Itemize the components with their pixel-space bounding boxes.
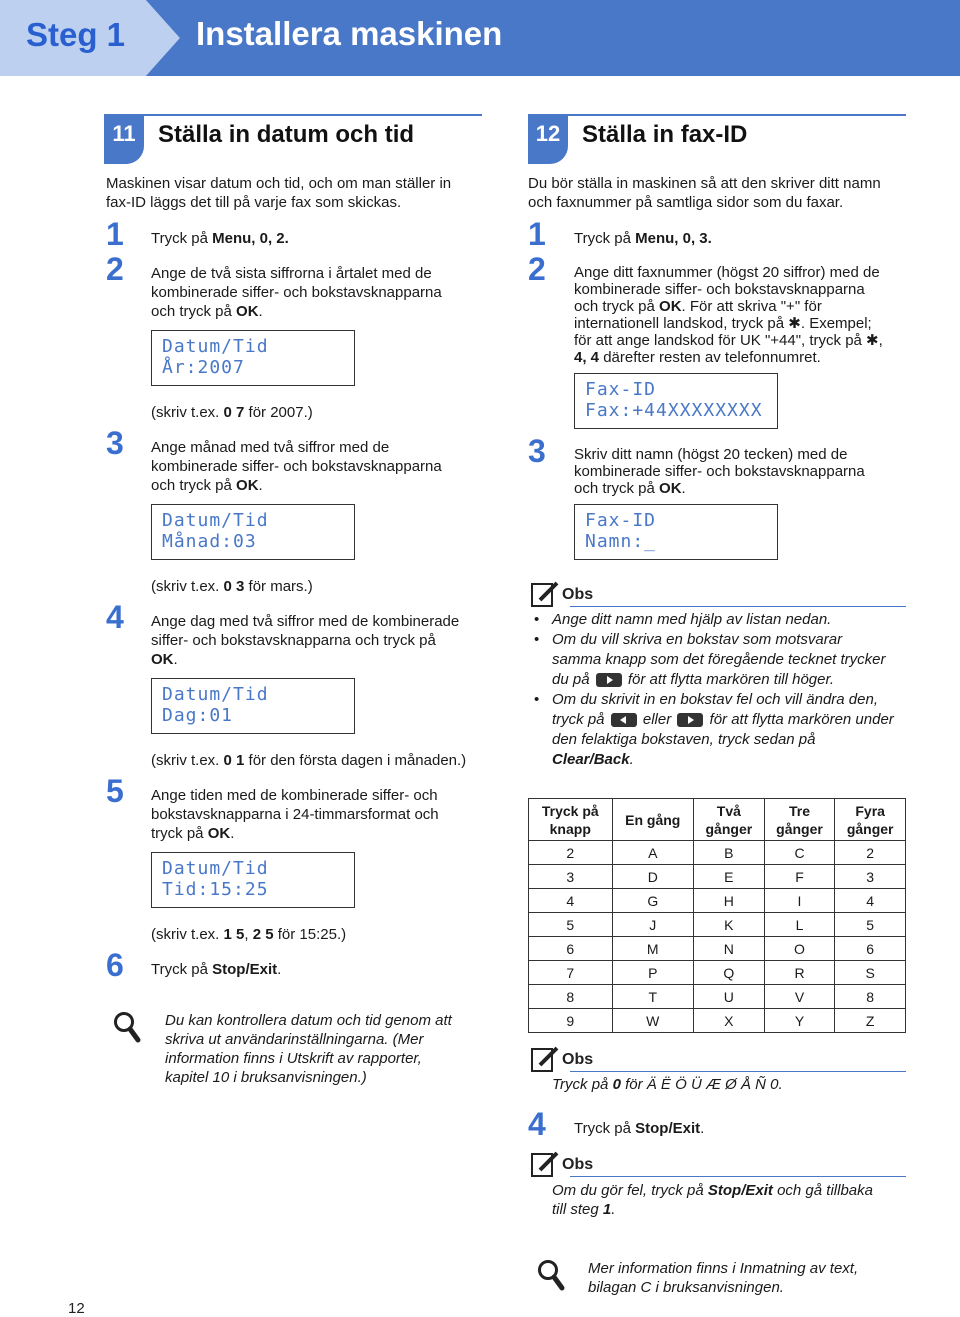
- text: bokstavsknapparna i 24-timmarsformat och: [151, 806, 439, 823]
- key-label: OK: [236, 477, 259, 494]
- text: Tryck på: [574, 1120, 636, 1137]
- table-header-row: [529, 799, 906, 841]
- table-cell: V: [764, 985, 835, 1009]
- step-number: 5: [106, 773, 124, 809]
- text: Tryck på: [151, 961, 213, 978]
- page-number: 12: [68, 1300, 85, 1317]
- table-cell: S: [835, 961, 906, 985]
- step-text: [151, 612, 459, 669]
- text: Ange tiden med de kombinerade siffer- och: [151, 787, 438, 804]
- obs-rule: [570, 1071, 906, 1072]
- lcd-display: [151, 678, 355, 734]
- key-label: 4, 4: [574, 349, 600, 366]
- text: .: [700, 1120, 705, 1137]
- obs-text: [552, 1181, 912, 1219]
- intro-line: Du bör ställa in maskinen så att den skriver ditt namn: [528, 175, 881, 192]
- table-cell: 4: [529, 889, 613, 913]
- text: kombinerade siffer- och bokstavsknapparna: [574, 281, 865, 298]
- lcd-display: [151, 504, 355, 560]
- key-label: Clear/Back: [552, 751, 630, 768]
- text: .: [681, 480, 686, 497]
- text: kombinerade siffer- och bokstavsknapparna: [151, 458, 442, 475]
- text: och tryck på: [151, 303, 237, 320]
- text: Du kan kontrollera datum och tid genom att: [165, 1012, 452, 1029]
- step-text: [574, 264, 883, 366]
- text: och tryck på: [574, 480, 660, 497]
- table-cell: 3: [835, 865, 906, 889]
- lcd-line: Dag:01: [162, 705, 234, 726]
- text: för att flytta markören till höger.: [623, 671, 835, 688]
- lcd-display: [574, 504, 778, 560]
- text: Tryck på: [552, 1076, 613, 1093]
- table-row: [529, 841, 906, 865]
- table-cell: 7: [529, 961, 613, 985]
- lcd-line: Datum/Tid: [162, 510, 269, 531]
- text: • Om du skrivit in en bokstav fel och vill ändra den,: [552, 691, 878, 708]
- lcd-line: Fax-ID: [585, 510, 657, 531]
- section-number: 11: [104, 114, 144, 164]
- section-number: 12: [528, 114, 568, 164]
- table-cell: A: [612, 841, 694, 865]
- table-cell: Q: [694, 961, 765, 985]
- table-cell: 6: [835, 937, 906, 961]
- text: för 15:25.): [273, 926, 347, 943]
- text: .: [258, 303, 263, 320]
- step-label: Steg 1: [26, 16, 126, 53]
- lcd-display: [574, 373, 778, 429]
- section-12-heading: [528, 114, 906, 164]
- text: Ange ditt faxnummer (högst 20 siffror) med de: [574, 264, 880, 281]
- pencil-note-icon: [530, 580, 560, 608]
- table-cell: W: [612, 1009, 694, 1033]
- table-cell: C: [764, 841, 835, 865]
- table-cell: 2: [835, 841, 906, 865]
- key-label: Stop/Exit: [707, 1182, 773, 1199]
- table-cell: 2: [529, 841, 613, 865]
- text: .: [230, 825, 235, 842]
- table-row: [529, 937, 906, 961]
- obs-heading: [530, 1150, 906, 1180]
- text: för Ä Ë Ö Ü Æ Ø Å Ñ 0.: [620, 1076, 783, 1093]
- table-cell: 9: [529, 1009, 613, 1033]
- text: • Om du vill skriva en bokstav som motsvarar: [552, 631, 843, 648]
- key-label: OK: [236, 303, 259, 320]
- key-label: 0 1: [223, 752, 245, 769]
- text: Mer information finns i Inmatning av text,: [588, 1260, 859, 1277]
- list-item: [530, 690, 920, 770]
- lcd-line: Tid:15:25: [162, 879, 269, 900]
- table-cell: 4: [835, 889, 906, 913]
- key-label: OK: [207, 825, 231, 842]
- lcd-display: [151, 330, 355, 386]
- key-label: 0 3: [223, 578, 245, 595]
- text: eller: [638, 711, 676, 728]
- lcd-line: Namn:_: [585, 531, 657, 552]
- step-text: [574, 229, 712, 248]
- table-cell: 5: [529, 913, 613, 937]
- table-cell: B: [694, 841, 765, 865]
- table-cell: X: [694, 1009, 765, 1033]
- column-header: Två gånger: [694, 799, 765, 841]
- table-cell: Z: [835, 1009, 906, 1033]
- text: för 2007.): [244, 404, 313, 421]
- key-label: 0: [612, 1076, 621, 1093]
- obs-text: [552, 1075, 783, 1094]
- section-title: Ställa in fax-ID: [582, 121, 748, 148]
- key-label: Stop/Exit: [212, 961, 278, 978]
- page-title: Installera maskinen: [196, 15, 503, 52]
- step-number: 6: [106, 947, 124, 983]
- intro-line: fax-ID läggs det till på varje fax som skickas.: [106, 194, 402, 211]
- key-label: Stop/Exit: [635, 1120, 701, 1137]
- table-row: [529, 961, 906, 985]
- step-text: [151, 438, 442, 495]
- column-header: Tryck på knapp: [529, 799, 613, 841]
- text: Ange månad med två siffror med de: [151, 439, 390, 456]
- section-rule: [528, 114, 906, 116]
- step-text: [151, 960, 281, 979]
- text: bilagan C i bruksanvisningen.: [588, 1279, 784, 1296]
- text: kapitel 10 i bruksanvisningen.): [165, 1069, 367, 1086]
- text: den felaktiga bokstaven, tryck sedan på: [552, 731, 816, 748]
- table-cell: I: [764, 889, 835, 913]
- key-label: 0 7: [223, 404, 245, 421]
- step-number: 3: [528, 433, 546, 469]
- key-label: 1: [602, 1201, 612, 1218]
- text: för mars.): [244, 578, 313, 595]
- table-cell: 5: [835, 913, 906, 937]
- column-header: Tre gånger: [764, 799, 835, 841]
- text: .: [277, 961, 282, 978]
- table-cell: L: [764, 913, 835, 937]
- text: internationell landskod, tryck på ✱. Exempel;: [574, 315, 872, 332]
- lcd-line: Fax-ID: [585, 379, 657, 400]
- text: skriva ut användarinställningarna. (Mer: [165, 1031, 424, 1048]
- example-note: [151, 925, 346, 944]
- step-number: 1: [528, 216, 546, 252]
- text: och gå tillbaka: [772, 1182, 873, 1199]
- text: ,: [244, 926, 253, 943]
- key-label: OK: [659, 480, 682, 497]
- table-cell: F: [764, 865, 835, 889]
- table-cell: U: [694, 985, 765, 1009]
- text: tryck på: [151, 825, 208, 842]
- text: till steg: [552, 1201, 603, 1218]
- table-cell: 3: [529, 865, 613, 889]
- text: Om du gör fel, tryck på: [552, 1182, 708, 1199]
- table-row: [529, 1009, 906, 1033]
- lcd-line: Datum/Tid: [162, 336, 269, 357]
- obs-bullet-list: [530, 610, 920, 770]
- magnifier-icon: [112, 1010, 142, 1044]
- table-row: [529, 985, 906, 1009]
- text: (skriv t.ex.: [151, 926, 224, 943]
- text: tryck på: [552, 711, 609, 728]
- step-number: 2: [528, 251, 546, 287]
- key-label: Menu, 0, 3.: [635, 230, 712, 247]
- page-header: [0, 0, 960, 76]
- section-rule: [104, 114, 482, 116]
- section-11-heading: [104, 114, 482, 164]
- key-label: OK: [151, 651, 174, 668]
- section-12-intro: [528, 174, 928, 212]
- table-cell: T: [612, 985, 694, 1009]
- text: för den första dagen i månaden.): [244, 752, 467, 769]
- text: Skriv ditt namn (högst 20 tecken) med de: [574, 446, 848, 463]
- left-arrow-key-icon: [611, 713, 637, 727]
- magnifier-icon: [536, 1258, 566, 1292]
- right-arrow-key-icon: [677, 713, 703, 727]
- text: kombinerade siffer- och bokstavsknapparna: [574, 463, 865, 480]
- table-cell: G: [612, 889, 694, 913]
- table-row: [529, 913, 906, 937]
- step-number: 4: [106, 599, 124, 635]
- text: därefter resten av telefonnumret.: [599, 349, 821, 366]
- text: Ange de två sista siffrorna i årtalet med de: [151, 265, 432, 282]
- text: du på: [552, 671, 594, 688]
- text: Ange dag med två siffror med de kombinerade: [151, 613, 460, 630]
- table-cell: 6: [529, 937, 613, 961]
- text: . För att skriva "+" för: [681, 298, 822, 315]
- text: .: [173, 651, 178, 668]
- list-item: [530, 610, 920, 630]
- text: .: [611, 1201, 616, 1218]
- lcd-line: År:2007: [162, 357, 245, 378]
- lcd-line: Månad:03: [162, 531, 257, 552]
- obs-rule: [570, 1176, 906, 1177]
- text: .: [258, 477, 263, 494]
- example-note: [151, 577, 313, 596]
- lcd-line: Datum/Tid: [162, 858, 269, 879]
- step-text: [574, 446, 865, 497]
- text: och tryck på: [574, 298, 660, 315]
- obs-label: Obs: [562, 1156, 594, 1173]
- text: Tryck på: [151, 230, 213, 247]
- text: .: [629, 751, 634, 768]
- column-header: En gång: [612, 799, 694, 841]
- text: Tryck på: [574, 230, 636, 247]
- intro-line: och faxnummer på samtliga sidor som du faxar.: [528, 194, 844, 211]
- text: Ange ditt namn med hjälp av listan nedan.: [552, 611, 832, 628]
- text: (skriv t.ex.: [151, 752, 224, 769]
- text: kombinerade siffer- och bokstavsknapparna: [151, 284, 442, 301]
- table-cell: 8: [529, 985, 613, 1009]
- tip-text: [165, 1011, 485, 1087]
- step-number: 3: [106, 425, 124, 461]
- text: samma knapp som det föregående tecknet trycker: [552, 651, 886, 668]
- list-item: [530, 630, 920, 690]
- table-cell: M: [612, 937, 694, 961]
- text: siffer- och bokstavsknapparna och tryck på: [151, 632, 436, 649]
- section-title: Ställa in datum och tid: [158, 121, 415, 148]
- table-row: [529, 889, 906, 913]
- key-label: 2 5: [252, 926, 274, 943]
- section-11-intro: [106, 174, 486, 212]
- step-text: [151, 786, 439, 843]
- obs-heading: [530, 580, 906, 610]
- obs-label: Obs: [562, 1051, 594, 1068]
- table-cell: P: [612, 961, 694, 985]
- step-text: [151, 264, 442, 321]
- step-tab: [0, 0, 180, 76]
- text: för att flytta markören under: [705, 711, 894, 728]
- table-cell: D: [612, 865, 694, 889]
- step-text: [574, 1119, 704, 1138]
- step-number: 4: [528, 1106, 546, 1142]
- table-cell: K: [694, 913, 765, 937]
- obs-rule: [570, 606, 906, 607]
- lcd-line: Fax:+44XXXXXXXX: [585, 400, 763, 421]
- table-cell: N: [694, 937, 765, 961]
- text: för att ange landskod för UK "+44", tryck på ✱,: [574, 332, 883, 349]
- pencil-note-icon: [530, 1045, 560, 1073]
- example-note: [151, 403, 313, 422]
- right-arrow-key-icon: [596, 673, 622, 687]
- lcd-line: Datum/Tid: [162, 684, 269, 705]
- obs-heading: [530, 1045, 906, 1075]
- key-label: OK: [659, 298, 682, 315]
- text: (skriv t.ex.: [151, 578, 224, 595]
- table-cell: E: [694, 865, 765, 889]
- step-number: 1: [106, 216, 124, 252]
- example-note: [151, 751, 466, 770]
- column-header: Fyra gånger: [835, 799, 906, 841]
- table-cell: J: [612, 913, 694, 937]
- obs-label: Obs: [562, 586, 594, 603]
- lcd-display: [151, 852, 355, 908]
- text: och tryck på: [151, 477, 237, 494]
- table-row: [529, 865, 906, 889]
- pencil-note-icon: [530, 1150, 560, 1178]
- table-cell: R: [764, 961, 835, 985]
- key-label: Menu, 0, 2.: [212, 230, 289, 247]
- table-cell: Y: [764, 1009, 835, 1033]
- key-label: 1 5: [223, 926, 245, 943]
- step-text: [151, 229, 289, 248]
- tip-text: [588, 1259, 918, 1297]
- character-table: [528, 798, 906, 1033]
- table-cell: 8: [835, 985, 906, 1009]
- intro-line: Maskinen visar datum och tid, och om man ställer in: [106, 175, 452, 192]
- table-cell: H: [694, 889, 765, 913]
- text: (skriv t.ex.: [151, 404, 224, 421]
- text: information finns i Utskrift av rapporter,: [165, 1050, 422, 1067]
- table-cell: O: [764, 937, 835, 961]
- step-number: 2: [106, 251, 124, 287]
